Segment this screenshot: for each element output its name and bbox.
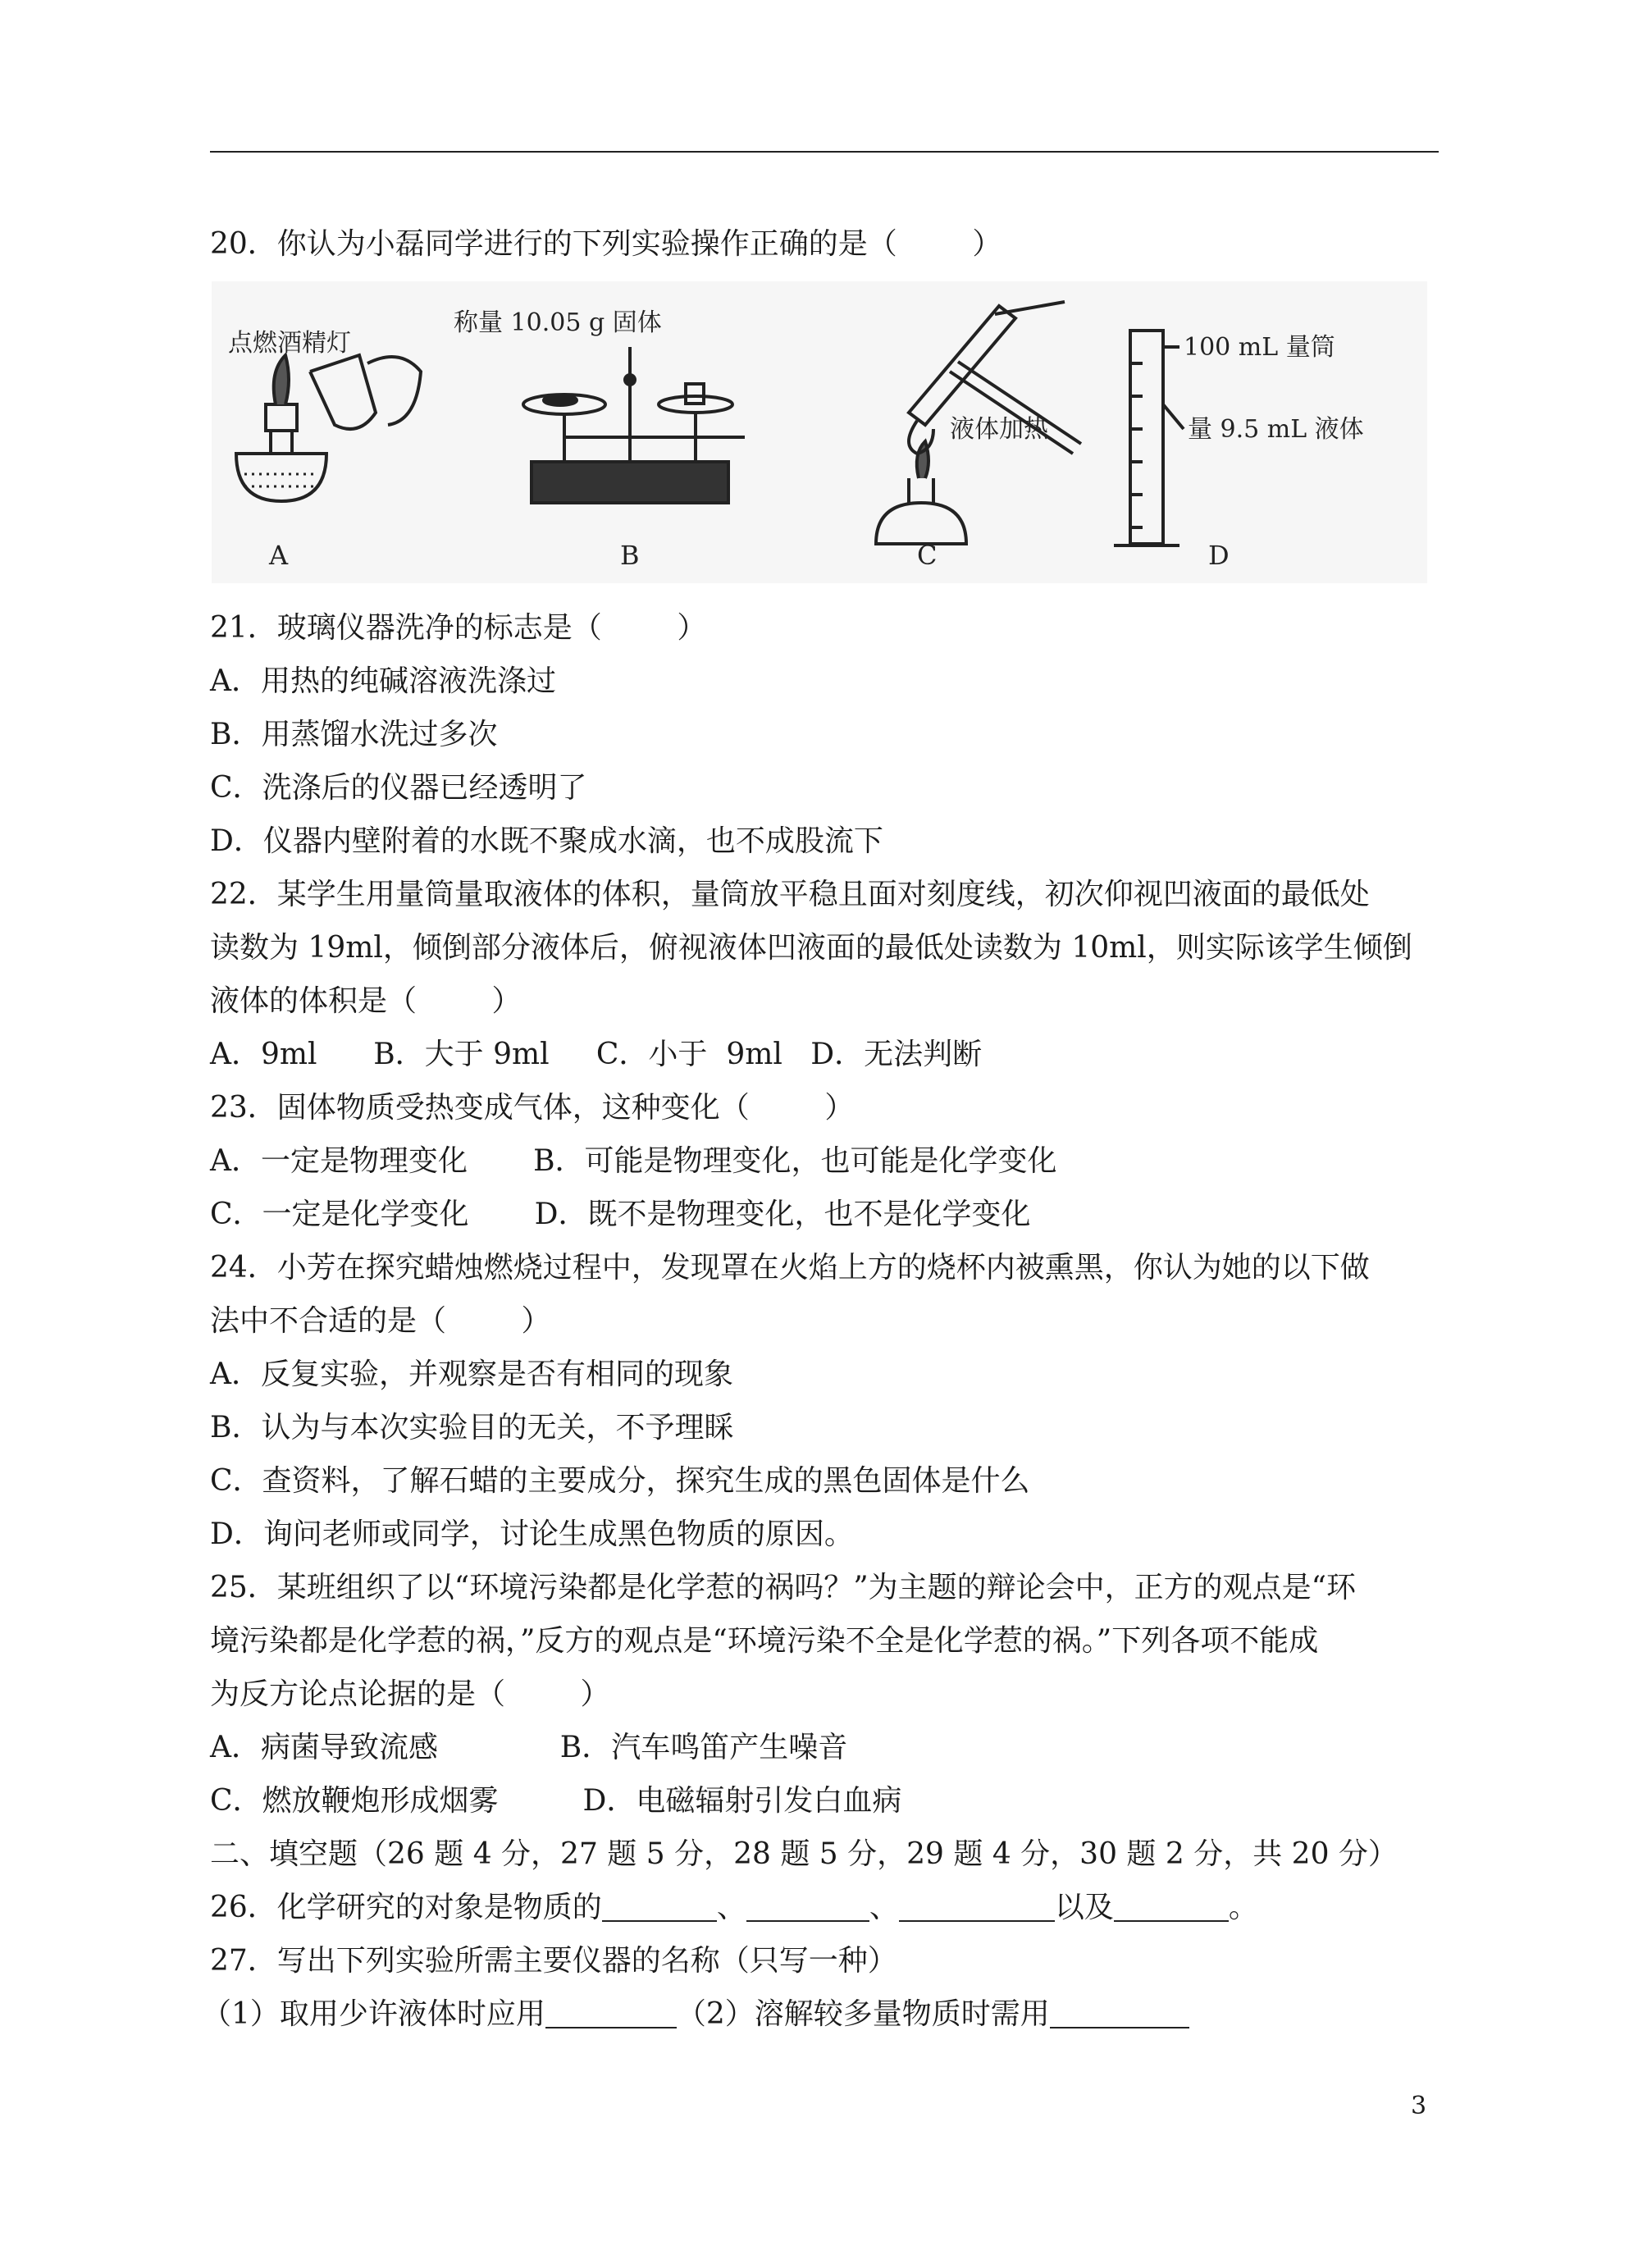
header-rule bbox=[210, 151, 1439, 153]
q22-line-2: 读数为 19ml，倾倒部分液体后，俯视液体凹液面的最低处读数为 10ml，则实际该学生倾倒 bbox=[210, 931, 1412, 965]
q27-part-2: （2）溶解较多量物质时需用 bbox=[676, 1997, 1050, 2031]
q25-line-1: 25．某班组织了以“环境污染都是化学惹的祸吗？”为主题的辩论会中，正方的观点是“环 bbox=[210, 1571, 1357, 1604]
q22-line-1: 22．某学生用量筒量取液体的体积，量筒放平稳且面对刻度线，初次仰视凹液面的最低处 bbox=[210, 878, 1370, 911]
q20-stem: 20．你认为小磊同学进行的下列实验操作正确的是（ ） bbox=[210, 227, 1002, 261]
q24-option-d: D．询问老师或同学，讨论生成黑色物质的原因。 bbox=[210, 1517, 854, 1551]
q26-blank-2[interactable] bbox=[746, 1891, 869, 1922]
q27-parts bbox=[202, 1995, 1189, 2034]
burner-icon bbox=[876, 503, 966, 544]
q22-options: A．9ml B．大于 9ml C．小于 9ml D．无法判断 bbox=[210, 1038, 983, 1071]
fig-a-letter: A bbox=[269, 540, 289, 571]
q22-line-3: 液体的体积是（ ） bbox=[210, 984, 522, 1018]
tilted-lamp-icon bbox=[310, 355, 376, 429]
section-2-heading: 二、填空题（26 题 4 分，27 题 5 分，28 题 5 分，29 题 4 分，30 题 2 分，共 20 分） bbox=[210, 1837, 1398, 1871]
fig-a-label: 点燃酒精灯 bbox=[228, 329, 351, 358]
q26-sep-3: 以及 bbox=[1054, 1891, 1114, 1924]
fig-b-label: 称量 10.05 g 固体 bbox=[454, 308, 662, 337]
alcohol-lamp-icon bbox=[236, 454, 326, 501]
q27-blank-2[interactable] bbox=[1050, 1997, 1189, 2028]
q26-end: 。 bbox=[1228, 1891, 1258, 1924]
fig-b-letter: B bbox=[620, 540, 640, 571]
q26-sep-1: 、 bbox=[716, 1891, 746, 1924]
q21-option-b: B．用蒸馏水洗过多次 bbox=[210, 718, 498, 751]
q21-option-a: A．用热的纯碱溶液洗涤过 bbox=[210, 664, 556, 698]
q26-blank-3[interactable] bbox=[899, 1891, 1055, 1922]
balance-base-icon bbox=[532, 462, 728, 503]
q27-blank-1[interactable] bbox=[545, 1997, 677, 2028]
q24-option-a: A．反复实验，并观察是否有相同的现象 bbox=[210, 1358, 733, 1391]
q26-blank-4[interactable] bbox=[1114, 1891, 1229, 1922]
q21-option-d: D．仪器内壁附着的水既不聚成水滴，也不成股流下 bbox=[210, 824, 883, 858]
q25-options-2: C．燃放鞭炮形成烟雾 D．电磁辐射引发白血病 bbox=[210, 1784, 902, 1818]
q26-prefix: 26．化学研究的对象是物质的 bbox=[210, 1891, 602, 1924]
q23-options-1: A．一定是物理变化 B．可能是物理变化，也可能是化学变化 bbox=[210, 1144, 1057, 1178]
q24-option-b: B．认为与本次实验目的无关，不予理睬 bbox=[210, 1411, 734, 1444]
q21-option-c: C．洗涤后的仪器已经透明了 bbox=[210, 771, 587, 805]
q24-line-1: 24．小芳在探究蜡烛燃烧过程中，发现罩在火焰上方的烧杯内被熏黑，你认为她的以下做 bbox=[210, 1251, 1370, 1285]
q24-line-2: 法中不合适的是（ ） bbox=[210, 1304, 551, 1338]
q25-line-3: 为反方论点论据的是（ ） bbox=[210, 1677, 610, 1711]
q21-stem: 21．玻璃仪器洗净的标志是（ ） bbox=[210, 611, 707, 645]
q26-sep-2: 、 bbox=[869, 1891, 899, 1924]
fig-d-label-1: 100 mL 量筒 bbox=[1184, 333, 1335, 362]
page-number: 3 bbox=[1411, 2092, 1427, 2120]
fig-c-label: 液体加热 bbox=[950, 415, 1048, 444]
fig-c-letter: C bbox=[917, 540, 938, 571]
q20-figure bbox=[212, 281, 1427, 583]
fig-d-letter: D bbox=[1208, 540, 1230, 571]
q23-options-2: C．一定是化学变化 D．既不是物理变化，也不是化学变化 bbox=[210, 1198, 1031, 1231]
q26-line bbox=[210, 1888, 1258, 1928]
q23-stem: 23．固体物质受热变成气体，这种变化（ ） bbox=[210, 1091, 855, 1125]
q25-line-2: 境污染都是化学惹的祸，”反方的观点是“环境污染不全是化学惹的祸。”下列各项不能成 bbox=[210, 1624, 1319, 1658]
q26-blank-1[interactable] bbox=[602, 1891, 717, 1922]
apparatus-figure bbox=[212, 281, 1427, 583]
q27-part-1: （1）取用少许液体时应用 bbox=[202, 1997, 545, 2031]
q27-stem: 27．写出下列实验所需主要仪器的名称（只写一种） bbox=[210, 1944, 897, 1978]
q24-option-c: C．查资料，了解石蜡的主要成分，探究生成的黑色固体是什么 bbox=[210, 1464, 1030, 1498]
q25-options-1: A．病菌导致流感 B．汽车鸣笛产生噪音 bbox=[210, 1731, 848, 1764]
fig-d-label-2: 量 9.5 mL 液体 bbox=[1188, 415, 1364, 444]
